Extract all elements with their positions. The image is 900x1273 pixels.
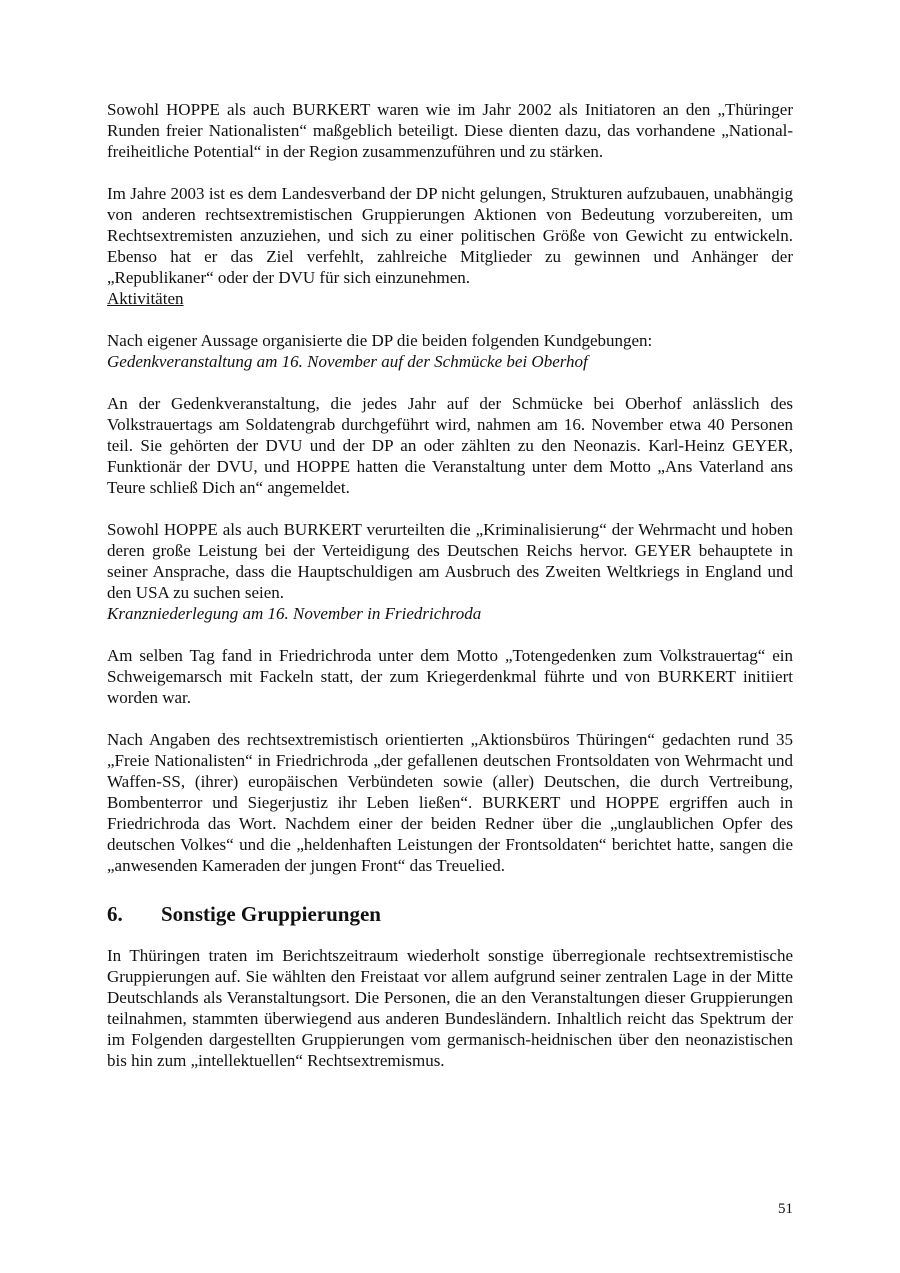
- paragraph-dp-2003: Im Jahre 2003 ist es dem Landesverband der DP nicht gelungen, Strukturen aufzubauen, unabhängig von anderen rechtsextremistischen Gruppierungen Aktionen von Bedeutung vorzubereiten, um Rechtsextremisten anzuziehen, und sich zu einer politischen Größe von Gewicht zu entwickeln. Ebenso hat er das Ziel verfehlt, zahlreiche Mitglieder zu gewinnen und Anhänger der „Republikaner“ oder der DVU für sich einzunehmen.: [107, 184, 793, 287]
- subheading-kranzniederlegung: Kranzniederlegung am 16. November in Friedrichroda: [107, 604, 482, 623]
- paragraph-schweigemarsch: Am selben Tag fand in Friedrichroda unter dem Motto „Totengedenken zum Volkstrauertag“ ein Schweigemarsch mit Fackeln statt, der zum Kriegerdenkmal führte und von BURKERT initiiert worden war.: [107, 646, 793, 707]
- paragraph-thueringer-runden: Sowohl HOPPE als auch BURKERT waren wie im Jahr 2002 als Initiatoren an den „Thüringer Runden freier Nationalisten“ maßgeblich beteiligt. Diese dienten dazu, das vorhandene „National-freiheitliche Potential“ in der Region zusammenzuführen und zu stärken.: [107, 100, 793, 161]
- section-number: 6.: [107, 902, 123, 926]
- paragraph-aktionsbuero: Nach Angaben des rechtsextremistisch orientierten „Aktionsbüros Thüringen“ gedachten rund 35 „Freie Nationalisten“ in Friedrichroda „der gefallenen deutschen Frontsoldaten von Wehrmacht und Waffen-SS, (ihrer) europäischen Verbündeten sowie (aller) Deutschen, die durch Vertreibung, Bombenterror und Siegerjustiz ihr Leben ließen“. BURKERT und HOPPE ergriffen auch in Friedrichroda das Wort. Nachdem einer der beiden Redner über die „unglaublichen Opfer des deutschen Volkes“ und die „heldenhaften Leistungen der Frontsoldaten“ berichtet hatte, sangen die „anwesenden Kameraden der jungen Front“ das Treuelied.: [107, 730, 793, 875]
- section-heading: [107, 901, 793, 927]
- section-title: Sonstige Gruppierungen: [161, 902, 381, 926]
- subheading-aktivitaeten: Aktivitäten: [107, 289, 184, 308]
- paragraph-kundgebungen-intro: Nach eigener Aussage organisierte die DP die beiden folgenden Kundgebungen:: [107, 331, 653, 350]
- subheading-gedenkveranstaltung: Gedenkveranstaltung am 16. November auf der Schmücke bei Oberhof: [107, 352, 588, 371]
- page-number: 51: [778, 1201, 793, 1217]
- paragraph-gedenkveranstaltung: An der Gedenkveranstaltung, die jedes Jahr auf der Schmücke bei Oberhof anlässlich des Volkstrauertags am Soldatengrab durchgeführt wird, nahmen am 16. November etwa 40 Personen teil. Sie gehörten der DVU und der DP an oder zählten zu den Neonazis. Karl-Heinz GEYER, Funktionär der DVU, und HOPPE hatten die Veranstaltung unter dem Motto „Ans Vaterland ans Teure schließ Dich an“ angemeldet.: [107, 394, 793, 497]
- paragraph-sonstige-gruppierungen: In Thüringen traten im Berichtszeitraum wiederholt sonstige überregionale rechtsextremistische Gruppierungen auf. Sie wählten den Freistaat vor allem aufgrund seiner zentralen Lage in der Mitte Deutschlands als Veranstaltungsort. Die Personen, die an den Veranstaltungen dieser Gruppierungen teilnahmen, stammten überwiegend aus anderen Bundesländern. Inhaltlich reicht das Spektrum der im Folgenden dargestellten Gruppierungen vom germanisch-heidnischen über den neonazistischen bis hin zum „intellektuellen“ Rechtsextremismus.: [107, 946, 793, 1070]
- paragraph-kriminalisierung: Sowohl HOPPE als auch BURKERT verurteilten die „Kriminalisierung“ der Wehrmacht und hoben deren große Leistung bei der Verteidigung des Deutschen Reichs hervor. GEYER behauptete in seiner Ansprache, dass die Hauptschuldigen am Ausbruch des Zweiten Weltkriegs in England und den USA zu suchen seien.: [107, 520, 793, 602]
- document-page: [107, 99, 793, 1071]
